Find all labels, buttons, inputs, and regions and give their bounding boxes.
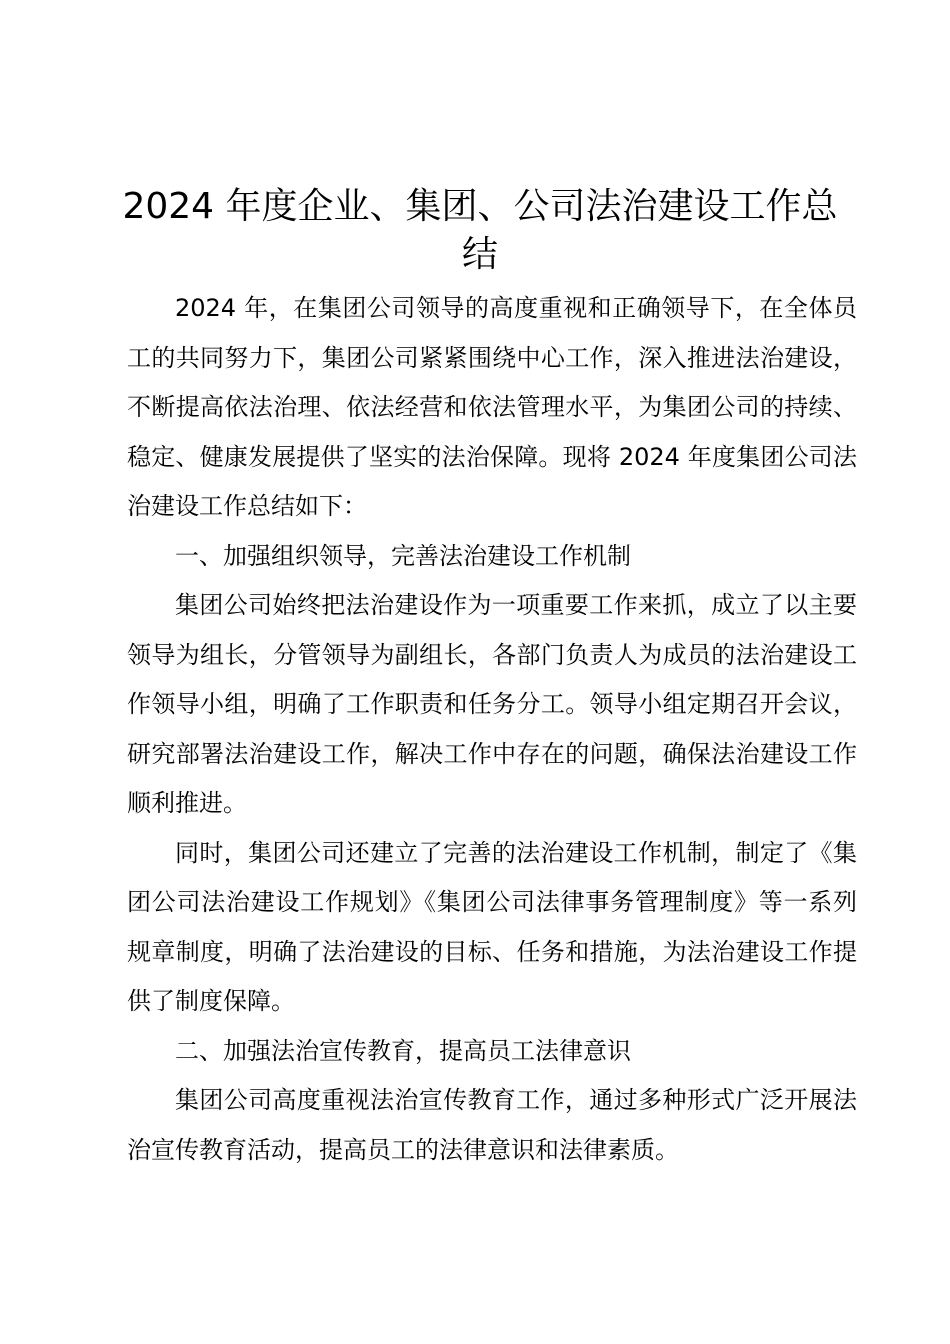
section-heading-2: 二、加强法治宣传教育，提高员工法律意识: [175, 1036, 631, 1065]
section-1-paragraph-1: 集团公司始终把法治建设作为一项重要工作来抓，成立了以主要领导为组长，分管领导为副组长，各部门负责人为成员的法治建设工作领导小组，明确了工作职责和任务分工。领导小组定期召开会议，研究部署法治建设工作，解决工作中存在的问题，确保法治建设工作顺利推进。: [127, 591, 857, 817]
section-2-paragraph-1: 集团公司高度重视法治宣传教育工作，通过多种形式广泛开展法治宣传教育活动，提高员工的法律意识和法律素质。: [127, 1086, 857, 1164]
intro-paragraph: 2024 年，在集团公司领导的高度重视和正确领导下，在全体员工的共同努力下，集团公司紧紧围绕中心工作，深入推进法治建设，不断提高依法治理、依法经营和依法管理水平，为集团公司的持续、稳定、健康发展提供了坚实的法治保障。现将 2024 年度集团公司法治建设工作总结如下：: [127, 294, 857, 520]
document-title: 2024 年度企业、集团、公司法治建设工作总结: [122, 186, 838, 275]
document-body: [127, 284, 857, 1175]
section-1-paragraph-2: 同时，集团公司还建立了完善的法治建设工作机制，制定了《集团公司法治建设工作规划》《集团公司法律事务管理制度》等一系列规章制度，明确了法治建设的目标、任务和措施，为法治建设工作提供了制度保障。: [127, 838, 857, 1015]
section-heading-1: 一、加强组织领导，完善法治建设工作机制: [175, 541, 631, 570]
